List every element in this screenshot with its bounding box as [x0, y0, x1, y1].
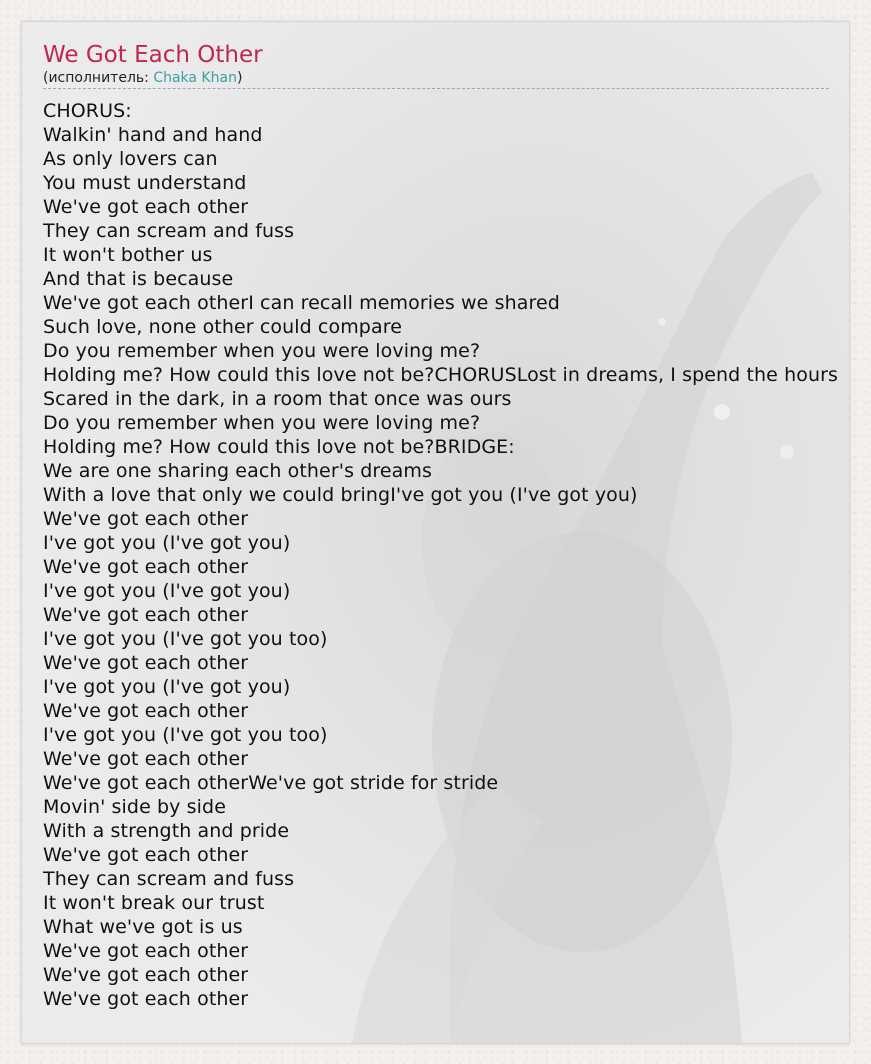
title-divider: [43, 88, 829, 89]
lyric-line: We've got each other: [43, 940, 249, 962]
lyric-line: CHORUS:: [43, 100, 132, 122]
lyric-line: I've got you (I've got you): [43, 676, 291, 698]
lyric-line: We are one sharing each other's dreams: [43, 460, 433, 482]
artist-prefix: (исполнитель:: [43, 70, 154, 86]
lyric-line: It won't bother us: [43, 244, 213, 266]
lyric-line: It won't break our trust: [43, 892, 265, 914]
lyric-line: We've got each other: [43, 508, 249, 530]
lyric-line: We've got each otherWe've got stride for stride: [43, 772, 499, 794]
lyric-line: I've got you (I've got you too): [43, 628, 328, 650]
artist-line: [43, 69, 849, 87]
lyric-line: With a love that only we could bringI've got you (I've got you): [43, 484, 638, 506]
lyric-line: Holding me? How could this love not be?CHORUSLost in dreams, I spend the hours: [43, 364, 839, 386]
lyric-line: I've got you (I've got you): [43, 532, 291, 554]
lyric-line: Such love, none other could compare: [43, 316, 402, 338]
artist-suffix: ): [236, 70, 243, 86]
lyric-line: We've got each other: [43, 988, 249, 1010]
lyric-line: We've got each other: [43, 748, 249, 770]
lyric-line: They can scream and fuss: [43, 868, 295, 890]
lyric-line: We've got each other: [43, 652, 249, 674]
lyric-line: Do you remember when you were loving me?: [43, 340, 481, 362]
lyric-line: With a strength and pride: [43, 820, 290, 842]
lyrics-block: [43, 99, 849, 1011]
lyric-line: Do you remember when you were loving me?: [43, 412, 481, 434]
lyric-line: They can scream and fuss: [43, 220, 295, 242]
lyric-line: I've got you (I've got you too): [43, 724, 328, 746]
lyric-line: Walkin' hand and hand: [43, 124, 263, 146]
lyric-line: As only lovers can: [43, 148, 218, 170]
lyric-line: And that is because: [43, 268, 234, 290]
lyric-line: We've got each other: [43, 964, 249, 986]
lyric-line: We've got each otherI can recall memories we shared: [43, 292, 560, 314]
lyric-line: We've got each other: [43, 700, 249, 722]
lyric-line: We've got each other: [43, 844, 249, 866]
lyric-line: Movin' side by side: [43, 796, 226, 818]
lyric-line: We've got each other: [43, 196, 249, 218]
lyric-line: We've got each other: [43, 604, 249, 626]
lyric-line: You must understand: [43, 172, 247, 194]
lyric-line: Holding me? How could this love not be?BRIDGE:: [43, 436, 515, 458]
lyrics-card: [21, 21, 850, 1044]
song-content: [22, 22, 849, 1011]
lyric-line: Scared in the dark, in a room that once was ours: [43, 388, 512, 410]
lyric-line: What we've got is us: [43, 916, 243, 938]
song-title: We Got Each Other: [43, 42, 263, 68]
lyric-line: We've got each other: [43, 556, 249, 578]
lyric-line: I've got you (I've got you): [43, 580, 291, 602]
artist-link[interactable]: Chaka Khan: [153, 70, 237, 86]
